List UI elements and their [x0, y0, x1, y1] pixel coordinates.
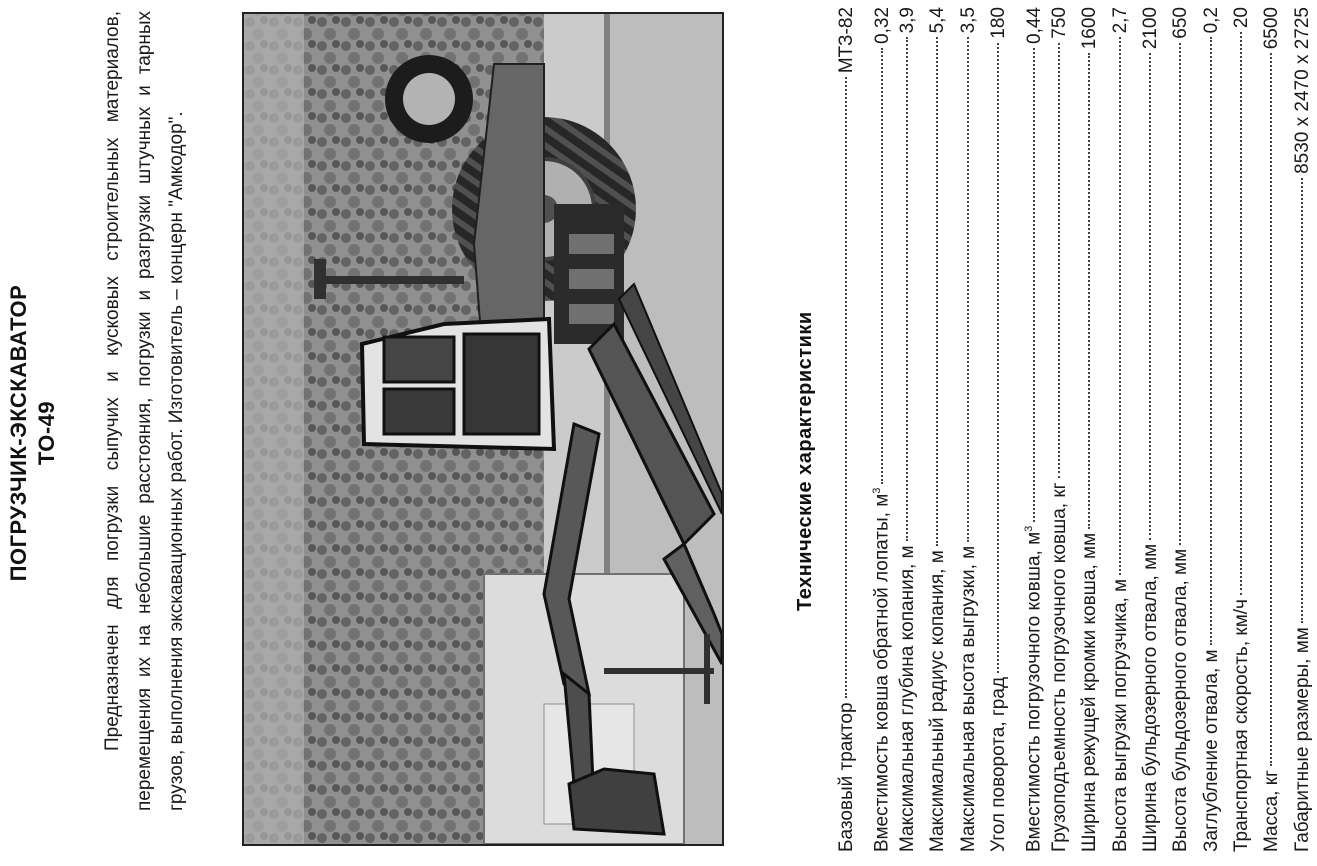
dot-leader: [997, 43, 999, 673]
spec-value: 0,2: [1200, 7, 1222, 34]
dot-leader: [1119, 37, 1121, 574]
dot-leader: [1033, 48, 1035, 522]
spec-value: МТЗ-82: [836, 7, 857, 74]
spec-label: [1288, 627, 1317, 852]
dot-leader: [906, 37, 908, 541]
spec-label: [954, 546, 984, 852]
dot-leader: [1210, 37, 1212, 645]
spec-label-text: Максимальная высота выгрузки, м: [957, 545, 979, 852]
spec-row: [893, 7, 923, 852]
spec-value: 2100: [1139, 7, 1161, 50]
spec-row: [1014, 7, 1044, 852]
spec-value: 5,4: [927, 7, 949, 34]
unit-superscript: 3: [871, 487, 884, 494]
spec-label-text: Базовый трактор: [836, 702, 857, 852]
spec-value: 20: [1231, 7, 1253, 29]
spec-row: [1045, 7, 1075, 852]
spec-label: [893, 545, 923, 852]
spec-value: 180: [987, 7, 1009, 39]
spec-row: [1075, 7, 1105, 852]
spec-value: 0,44: [1023, 7, 1045, 44]
spec-label-text: Масса, кг: [1261, 770, 1283, 852]
spec-row: [1197, 7, 1227, 852]
description-paragraph: Предназначен для погрузки сыпучих и кусковых строительных материалов, перемещения их на небольшие расстояния, погрузки и разгрузки штучных и тарных грузов, выполнения экскавационных работ. Изготовитель – концерн "Амкодор".: [102, 11, 187, 811]
spec-value: 650: [1170, 7, 1192, 39]
spec-value: 8530 х 2470 х 2725: [1291, 7, 1313, 174]
spec-label-text: Заглубление отвала, м: [1200, 649, 1222, 852]
spec-row: [1227, 7, 1257, 852]
spec-value: 750: [1048, 7, 1070, 39]
spec-label: [923, 550, 953, 852]
spec-label: [1045, 482, 1075, 852]
spec-row: [923, 7, 953, 852]
spec-row: [862, 7, 892, 852]
spec-value: 6500: [1261, 7, 1283, 50]
spec-row: [954, 7, 984, 852]
dot-leader: [1058, 43, 1060, 479]
spec-value: 3,5: [957, 7, 979, 34]
excavator-loader-illustration: [244, 14, 722, 844]
spec-row: [1288, 7, 1317, 852]
dot-leader: [845, 77, 847, 698]
dot-leader: [1149, 53, 1151, 540]
machine-photo: [242, 12, 724, 846]
dot-leader: [1088, 53, 1090, 529]
spec-label-text: Габаритные размеры, мм: [1291, 627, 1313, 852]
spec-label-text: Ширина бульдозерного отвала, мм: [1139, 543, 1161, 852]
specs-heading: Технические характеристики: [794, 311, 816, 611]
unit-superscript: 3: [1023, 525, 1036, 532]
spec-row: [1257, 7, 1287, 852]
spec-value: 3,9: [896, 7, 918, 34]
spec-label-text: Вместимость ковша обратной лопаты, м: [871, 493, 893, 852]
spec-label-text: Угол поворота, град: [987, 676, 1009, 852]
dot-leader: [1179, 43, 1181, 545]
dot-leader: [967, 37, 969, 541]
model-title: ТО-49: [34, 400, 59, 466]
spec-label-text: Транспортная скорость, км/ч: [1231, 599, 1253, 852]
spec-label: [1075, 533, 1105, 852]
spec-label-text: Грузоподъемность погрузочного ковша, кг: [1048, 482, 1070, 852]
dot-leader: [881, 48, 883, 484]
spec-row: [1106, 7, 1136, 852]
spec-label: [1227, 599, 1257, 852]
spec-row: [1136, 7, 1166, 852]
spec-label: [984, 677, 1014, 852]
dot-leader: [936, 37, 938, 546]
spec-label-text: Ширина режущей кромки ковша, мм: [1079, 532, 1101, 852]
dot-leader: [1270, 53, 1272, 766]
spec-value: 1600: [1079, 7, 1101, 50]
spec-value: 0,32: [871, 7, 893, 44]
spec-label: [832, 702, 862, 852]
spec-row: [1166, 7, 1196, 852]
spec-label: [1136, 544, 1166, 852]
spec-row: [984, 7, 1014, 852]
spec-label: [1257, 770, 1287, 852]
spec-label: [1166, 549, 1196, 852]
specs-list: [832, 7, 1317, 852]
spec-label-text: Вместимость погрузочного ковша, м: [1023, 531, 1045, 852]
spec-row: [832, 7, 862, 852]
spec-label-text: Максимальный радиус копания, м: [927, 550, 949, 852]
dot-leader: [1240, 32, 1242, 595]
spec-label-text: Высота выгрузки погрузчика, м: [1109, 578, 1131, 852]
spec-value: 2,7: [1109, 7, 1131, 34]
spec-label: [1197, 649, 1227, 852]
spec-label-text: Высота бульдозерного отвала, мм: [1170, 548, 1192, 852]
document-title: ПОГРУЗЧИК-ЭКСКАВАТОР: [6, 284, 31, 582]
dot-leader: [1301, 178, 1303, 623]
spec-label: [1106, 579, 1136, 852]
spec-label-text: Максимальная глубина копания, м: [896, 545, 918, 852]
